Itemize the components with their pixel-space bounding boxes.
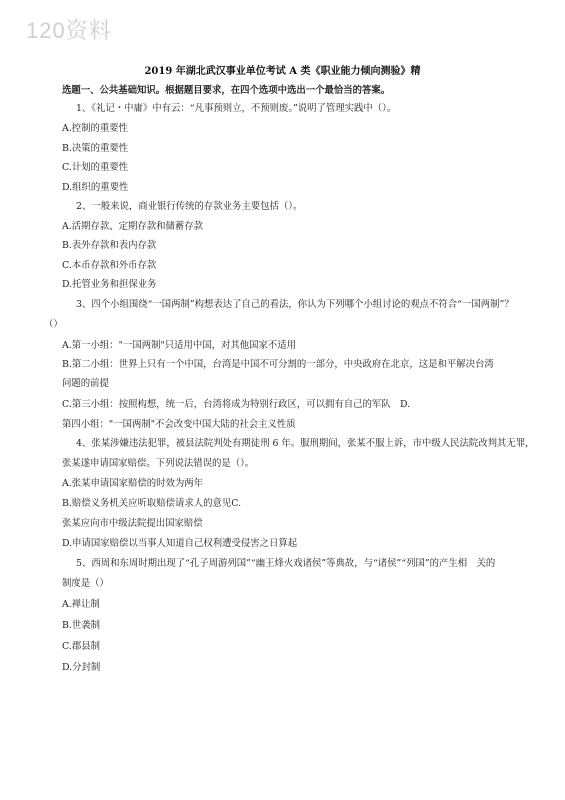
question-3-option-b-cont: 问题的前提 (62, 378, 109, 389)
question-4-option-b: B.赔偿义务机关应听取赔偿请求人的意见C. (62, 498, 242, 509)
question-3-stem-cont: （） (44, 319, 63, 330)
question-3-stem: 3、四个小组围绕“一国两制”构想表达了自己的看法，你认为下列哪个小组讨论的观点不符合“一国两制”？ (76, 299, 514, 310)
question-3-option-a: A.第一小组："一国两制"只适用中国，对其他国家不适用 (62, 340, 297, 351)
question-4-stem: 4、张某涉嫌违法犯罪，被县法院判处有期徒刑 6 年。服刑期间，张某不服上诉，市中级人民法院改判其无罪， (76, 438, 535, 449)
question-4-option-d: D.申请国家赔偿以当事人知道自己权利遭受侵害之日算起 (62, 538, 298, 549)
question-5-option-c: C.郡县制 (62, 641, 100, 652)
page-title: 2019 年湖北武汉事业单位考试 A 类《职业能力倾向测验》精 (144, 66, 421, 77)
question-4-option-a: A.张某申请国家赔偿的时效为两年 (62, 478, 204, 489)
question-4-option-c: 张某应向市中级法院提出国家赔偿 (62, 518, 203, 529)
question-3-option-c: C.第三小组：按照构想，统一后，台湾将成为特别行政区，可以拥有自己的军队 D. (62, 399, 411, 410)
question-5-stem: 5、西周和东周时期出现了“孔子周游列国”“幽王烽火戏诸侯”等典故，与“诸侯”“列国”的产生相 关的 (76, 558, 496, 569)
question-3-option-b: B.第二小组：世界上只有一个中国，台湾是中国不可分割的一部分，中央政府在北京，这是和平解决台湾 (62, 359, 494, 370)
question-5-stem-cont: 制度是（） (62, 578, 109, 589)
question-5-option-b: B.世袭制 (62, 620, 100, 631)
section-instruction: 选题一、公共基础知识。根据题目要求，在四个选项中选出一个最恰当的答案。 (62, 85, 391, 96)
question-1-option-d: D.组织的重要性 (62, 182, 129, 193)
question-5-option-a: A.禅让制 (62, 599, 100, 610)
question-2-option-d: D.托管业务和担保业务 (62, 279, 157, 290)
question-2-option-a: A.活期存款、定期存款和储蓄存款 (62, 221, 204, 232)
question-1-option-a: A.控制的重要性 (62, 123, 129, 134)
question-1-option-b: B.决策的重要性 (62, 143, 129, 154)
question-2-stem: 2、一般来说，商业银行传统的存款业务主要包括（）。 (76, 201, 303, 212)
question-4-stem-cont: 张某遂申请国家赔偿。下列说法错误的是（）。 (62, 458, 255, 469)
question-1-stem: 1、《礼记・中庸》中有云：“凡事预则立，不预则废。”说明了管理实践中（）。 (76, 103, 397, 114)
question-5-option-d: D.分封制 (62, 662, 101, 673)
question-2-option-b: B.表外存款和表内存款 (62, 240, 157, 251)
watermark-logo: 120资料 (26, 18, 112, 43)
question-2-option-c: C.本币存款和外币存款 (62, 260, 157, 271)
question-1-option-c: C.计划的重要性 (62, 162, 129, 173)
question-3-option-d: 第四小组："一国两制"不会改变中国大陆的社会主义性质 (62, 419, 296, 430)
